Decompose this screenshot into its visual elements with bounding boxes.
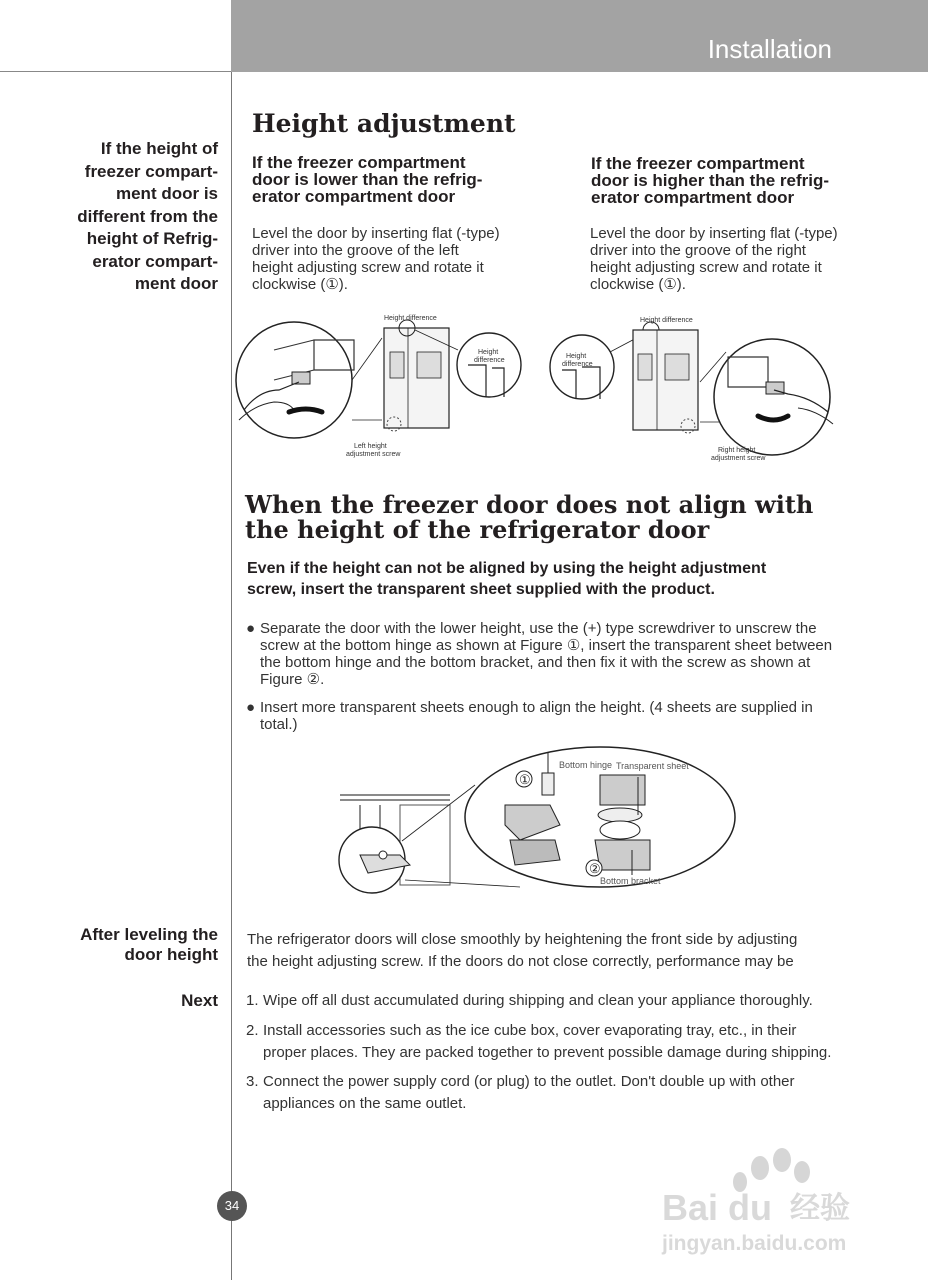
watermark-brand-cn: 经验 bbox=[790, 1191, 850, 1226]
list-item: 1. Wipe off all dust accumulated during shipping and clean your appliance thoroughly. bbox=[246, 992, 813, 1009]
height-difference-label-right: Height difference bbox=[640, 317, 693, 324]
after-leveling-text: The refrigerator doors will close smoothly by heightening the front side by adjusting the height adjusting screw. If the doors do not close correctly, performance may be bbox=[247, 931, 798, 970]
left-screw-label-2: adjustment screw bbox=[346, 451, 401, 458]
left-case-heading: If the freezer compartment door is lower than the refrig- erator compartment door bbox=[252, 153, 483, 206]
right-height-adjust-figure bbox=[548, 312, 848, 467]
figure-marker-2: ② bbox=[589, 861, 601, 876]
list-item: ● Separate the door with the lower height, use the (+) type screwdriver to unscrew the screw at the bottom hinge as shown at Figure ①, insert the transparent sheet between the bottom hinge and the bottom bracket, and then fix it with the screw as shown at Figure ②. bbox=[246, 620, 833, 688]
list-item: 3. Connect the power supply cord (or plug) to the outlet. Don't double up with other appliances on the same outlet. bbox=[246, 1073, 795, 1112]
right-case-heading: If the freezer compartment door is higher than the refrig- erator compartment door bbox=[591, 154, 830, 207]
watermark-url: jingyan.baidu.com bbox=[662, 1232, 847, 1255]
height-difference-label: Height difference bbox=[384, 315, 437, 322]
paw-logo-icon bbox=[733, 1148, 810, 1192]
top-rule bbox=[0, 71, 231, 72]
margin-divider bbox=[231, 72, 232, 1280]
list-item: ● Insert more transparent sheets enough to align the height. (4 sheets are supplied in total.) bbox=[246, 699, 813, 733]
right-case-instructions: Level the door by inserting flat (-type) driver into the groove of the right height adjusting screw and rotate it clockwise (①). bbox=[590, 225, 838, 293]
list-item: 2. Install accessories such as the ice cube box, cover evaporating tray, etc., in their proper places. They are packed together to prevent possible damage during shipping. bbox=[246, 1022, 832, 1061]
height-diff-zoom-circle bbox=[457, 333, 521, 397]
right-zoom-circle bbox=[714, 339, 830, 455]
door-align-title: When the freezer door does not align with the height of the refrigerator door bbox=[245, 490, 814, 544]
left-screw-label: Left height bbox=[354, 443, 387, 450]
right-screw-label: Right height bbox=[718, 447, 756, 454]
bullet-icon: ● bbox=[246, 620, 256, 637]
figure-marker-1: ① bbox=[519, 772, 531, 787]
height-difference-zoom-label-right-2: difference bbox=[562, 361, 593, 368]
bullet-icon: ● bbox=[246, 699, 256, 716]
height-difference-zoom-label-right: Height bbox=[566, 353, 587, 360]
height-difference-zoom-label-2: difference bbox=[474, 357, 505, 364]
bottom-hinge-label: Bottom hinge bbox=[559, 760, 613, 770]
hinge-figure bbox=[320, 745, 740, 895]
sidebar-label-after-leveling: After leveling the door height bbox=[80, 925, 218, 964]
transparent-sheet-label: Transparent sheet bbox=[616, 761, 689, 771]
watermark-brand: Bai du bbox=[662, 1187, 773, 1228]
sidebar-label-next: Next bbox=[181, 991, 218, 1010]
door-align-subtitle: Even if the height can not be aligned by using the height adjustment screw, insert the transparent sheet supplied with the product. bbox=[247, 560, 767, 598]
bottom-bracket-label: Bottom bracket bbox=[600, 876, 661, 886]
left-case-instructions: Level the door by inserting flat (-type) driver into the groove of the left height adjusting screw and rotate it clockwise (①). bbox=[252, 225, 500, 293]
sidebar-label-height-difference: If the height of freezer compart- ment door is different from the height of Refrig- erator compart- ment door bbox=[77, 139, 218, 293]
left-height-adjust-figure bbox=[234, 310, 534, 465]
height-adjustment-title: Height adjustment bbox=[252, 109, 516, 138]
page-number-badge: 34 bbox=[217, 1191, 247, 1221]
page-section-title: Installation bbox=[707, 34, 832, 64]
height-difference-zoom-label: Height bbox=[478, 349, 499, 356]
right-screw-label-2: adjustment screw bbox=[711, 455, 766, 462]
baidu-jingyan-watermark bbox=[660, 1138, 880, 1258]
